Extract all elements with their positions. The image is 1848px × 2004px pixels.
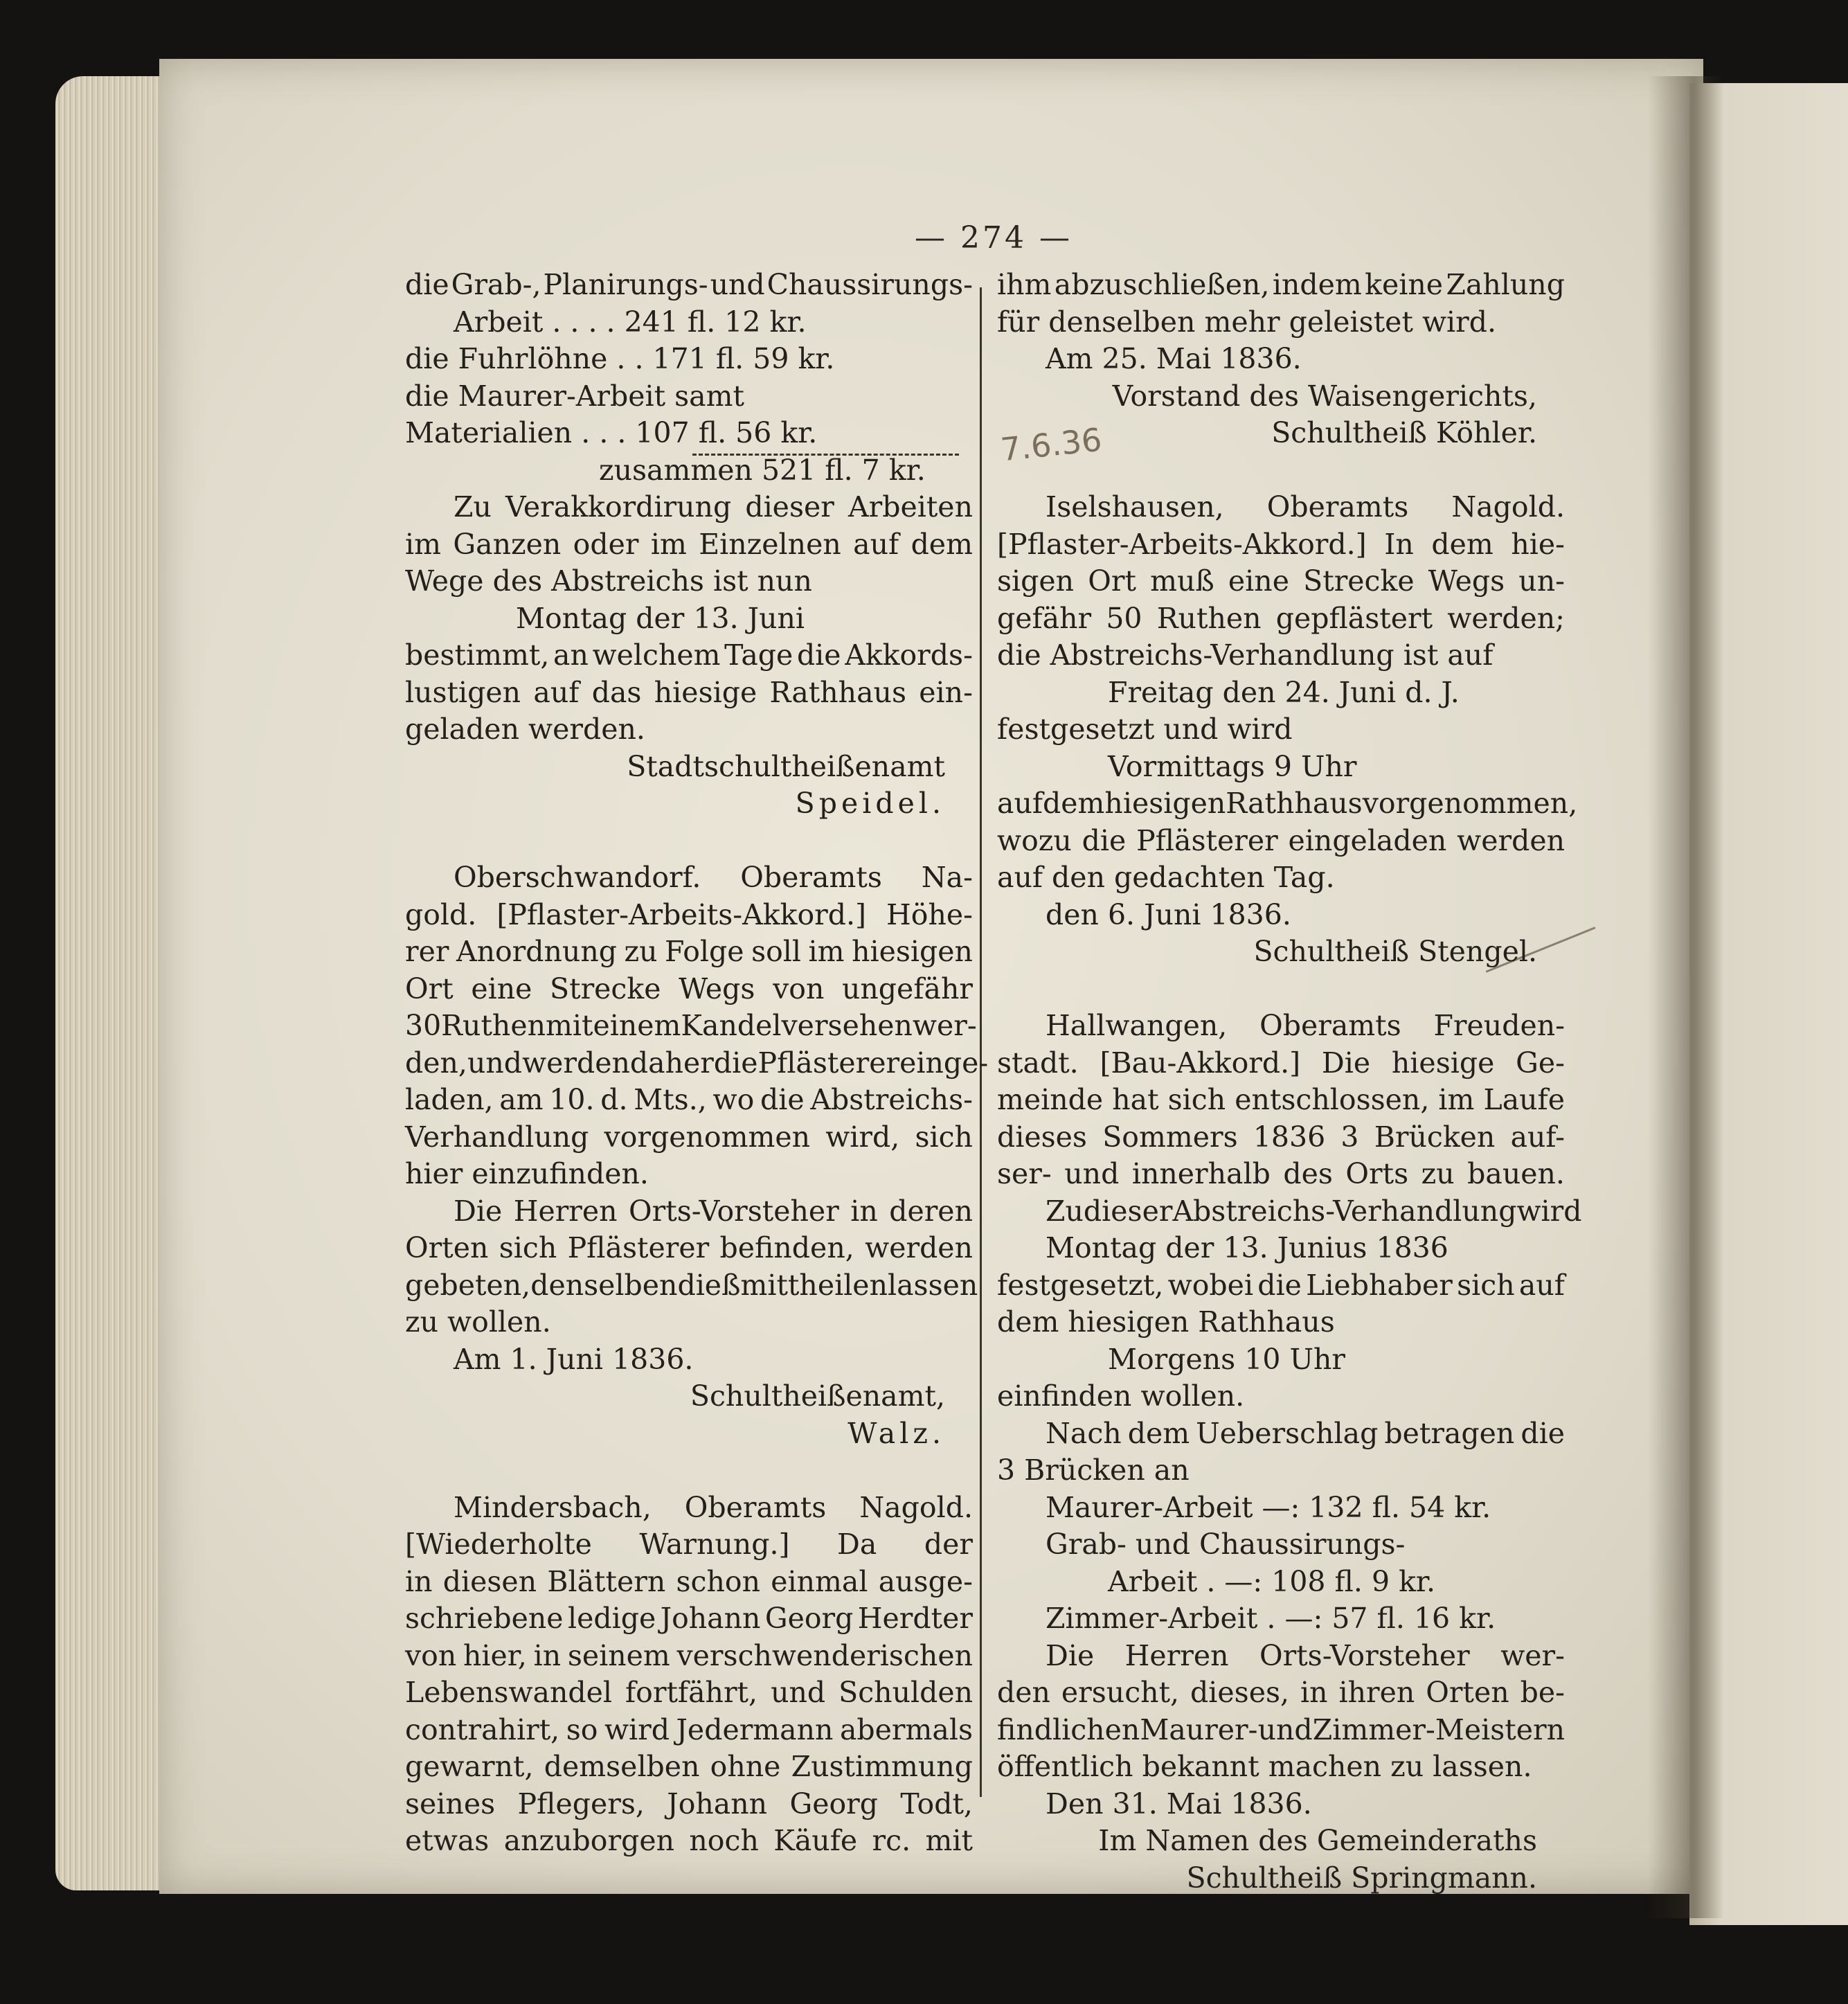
- text-line: Vorstand des Waisengerichts,: [1112, 379, 1537, 413]
- text-line: die Maurer-Arbeit samt: [405, 379, 744, 413]
- text-line: ihm abzuschließen, indem keine Zahlung: [997, 268, 1565, 301]
- text-line: Zu Verakkordirung dieser Arbeiten: [454, 490, 973, 524]
- text-line: Iselshausen, Oberamts Nagold.: [1046, 490, 1565, 524]
- text-line: findlichen Maurer- und Zimmer-Meistern: [997, 1712, 1565, 1746]
- text-line: Schultheiß Köhler.: [1271, 416, 1537, 449]
- text-line: Die Herren Orts-Vorsteher in deren: [454, 1194, 973, 1228]
- text-line: auf den gedachten Tag.: [997, 861, 1335, 894]
- text-line: [997, 971, 1565, 1008]
- text-line: etwas anzuborgen noch Käufe rc. mit: [405, 1824, 973, 1857]
- text-line: im Ganzen oder im Einzelnen auf dem: [405, 527, 973, 561]
- text-line: geladen werden.: [405, 713, 645, 746]
- text-line: Stadtschultheißenamt: [627, 749, 945, 783]
- text-line: öffentlich bekannt machen zu lassen.: [997, 1750, 1532, 1783]
- text-line: wozu die Pflästerer eingeladen werden: [997, 823, 1565, 857]
- text-line: dem hiesigen Rathhaus: [997, 1305, 1335, 1339]
- text-line: Vormittags 9 Uhr: [1108, 749, 1357, 783]
- text-line: stadt. [Bau-Akkord.] Die hiesige Ge-: [997, 1046, 1565, 1080]
- text-line: gebeten, denselben dieß mittheilen lassen: [405, 1268, 978, 1302]
- page-block-edge: [55, 76, 159, 1890]
- text-line: Grab- und Chaussirungs-: [1046, 1528, 1406, 1561]
- text-line: Wege des Abstreichs ist nun: [405, 564, 812, 598]
- text-line: Verhandlung vorgenommen wird, sich: [405, 1120, 973, 1154]
- text-line: Lebenswandel fortfährt, und Schulden: [405, 1676, 973, 1709]
- text-line: 3 Brücken an: [997, 1453, 1190, 1487]
- column-rule: [980, 287, 982, 1797]
- gutter-shadow: [1648, 76, 1724, 1918]
- text-line: laden, am 10. d. Mts., wo die Abstreichs-: [405, 1083, 973, 1116]
- text-line: ser- und innerhalb des Orts zu bauen.: [997, 1157, 1565, 1190]
- text-line: Im Namen des Gemeinderaths: [1098, 1824, 1537, 1857]
- text-line: Arbeit . —: 108 fl. 9 kr.: [1108, 1564, 1436, 1598]
- text-line: den ersucht, dieses, in ihren Orten be-: [997, 1676, 1565, 1709]
- text-line: den 6. Juni 1836.: [1046, 897, 1291, 931]
- text-line: sigen Ort muß eine Strecke Wegs un-: [997, 564, 1565, 598]
- text-line: Schultheißenamt,: [690, 1379, 945, 1413]
- page-number: — 274 —: [915, 220, 1073, 256]
- text-line: Montag der 13. Junius 1836: [1046, 1231, 1448, 1264]
- text-line: 30 Ruthen mit einem Kandel versehen wer-: [405, 1009, 977, 1042]
- left-column: [405, 267, 989, 1860]
- text-line: gold. [Pflaster-Arbeits-Akkord.] Höhe-: [405, 897, 973, 931]
- text-line: Die Herren Orts-Vorsteher wer-: [1046, 1638, 1565, 1672]
- text-line: zu wollen.: [405, 1305, 551, 1339]
- text-line: Arbeit . . . . 241 fl. 12 kr.: [454, 305, 807, 339]
- text-line: Nach dem Ueberschlag betragen die: [1046, 1416, 1565, 1450]
- text-line: für denselben mehr geleistet wird.: [997, 305, 1497, 339]
- text-line: Materialien . . . 107 fl. 56 kr.: [405, 416, 818, 449]
- text-line: gefähr 50 Ruthen gepflästert werden;: [997, 601, 1565, 635]
- text-line: Maurer-Arbeit —: 132 fl. 54 kr.: [1046, 1490, 1491, 1524]
- text-line: Orten sich Pflästerer befinden, werden: [405, 1231, 973, 1264]
- text-line: Am 25. Mai 1836.: [1046, 342, 1302, 375]
- text-line: festgesetzt und wird: [997, 713, 1293, 746]
- text-line: die Abstreichs-Verhandlung ist auf: [997, 638, 1493, 672]
- text-line: Oberschwandorf. Oberamts Na-: [454, 861, 973, 894]
- text-line: den, und werden daher die Pflästerer einge-: [405, 1046, 989, 1080]
- text-line: festgesetzt, wobei die Liebhaber sich auf: [997, 1268, 1565, 1302]
- text-line: zusammen 521 fl. 7 kr.: [599, 453, 926, 487]
- text-line: die Grab-, Planirungs- und Chaussirungs-: [405, 268, 973, 301]
- text-line: die Fuhrlöhne . . 171 fl. 59 kr.: [405, 342, 835, 375]
- text-line: Walz.: [847, 1416, 945, 1450]
- text-line: einfinden wollen.: [997, 1379, 1245, 1413]
- text-line: Freitag den 24. Juni d. J.: [1108, 675, 1460, 709]
- text-line: rer Anordnung zu Folge soll im hiesigen: [405, 935, 973, 968]
- right-column: [997, 267, 1582, 1897]
- text-line: Speidel.: [795, 787, 945, 820]
- text-line: [Wiederholte Warnung.] Da der: [405, 1528, 973, 1561]
- text-line: Am 1. Juni 1836.: [454, 1342, 694, 1376]
- text-line: auf dem hiesigen Rathhaus vorgenommen,: [997, 787, 1578, 820]
- text-line: Den 31. Mai 1836.: [1046, 1787, 1312, 1820]
- text-line: hier einzufinden.: [405, 1157, 649, 1190]
- text-line: Schultheiß Stengel.: [1253, 935, 1537, 968]
- text-line: Montag der 13. Juni: [516, 601, 805, 635]
- text-line: [997, 452, 1565, 490]
- text-line: Zimmer-Arbeit . —: 57 fl. 16 kr.: [1046, 1602, 1496, 1635]
- text-line: [Pflaster-Arbeits-Akkord.] In dem hie-: [997, 527, 1565, 561]
- text-line: in diesen Blättern schon einmal ausge-: [405, 1564, 973, 1598]
- text-line: [405, 823, 973, 860]
- text-line: Morgens 10 Uhr: [1108, 1342, 1346, 1376]
- text-line: meinde hat sich entschlossen, im Laufe: [997, 1083, 1565, 1116]
- text-line: Ort eine Strecke Wegs von ungefähr: [405, 972, 973, 1005]
- text-line: Zu dieser Abstreichs-Verhandlung wird: [1046, 1194, 1582, 1228]
- text-line: dieses Sommers 1836 3 Brücken auf-: [997, 1120, 1565, 1154]
- text-line: bestimmt, an welchem Tage die Akkords-: [405, 638, 973, 672]
- text-line: Schultheiß Springmann.: [1186, 1861, 1537, 1895]
- text-line: lustigen auf das hiesige Rathhaus ein-: [405, 675, 973, 709]
- text-line: [405, 1452, 973, 1489]
- text-line: von hier, in seinem verschwenderischen: [405, 1638, 973, 1672]
- pencil-annotation: 7.6.36: [998, 420, 1104, 469]
- text-line: schriebene ledige Johann Georg Herdter: [405, 1602, 973, 1635]
- text-line: gewarnt, demselben ohne Zustimmung: [405, 1750, 973, 1783]
- text-line: contrahirt, so wird Jedermann abermals: [405, 1712, 973, 1746]
- text-line: Hallwangen, Oberamts Freuden-: [1046, 1009, 1565, 1042]
- text-line: seines Pflegers, Johann Georg Todt,: [405, 1787, 973, 1820]
- text-line: Mindersbach, Oberamts Nagold.: [454, 1490, 973, 1524]
